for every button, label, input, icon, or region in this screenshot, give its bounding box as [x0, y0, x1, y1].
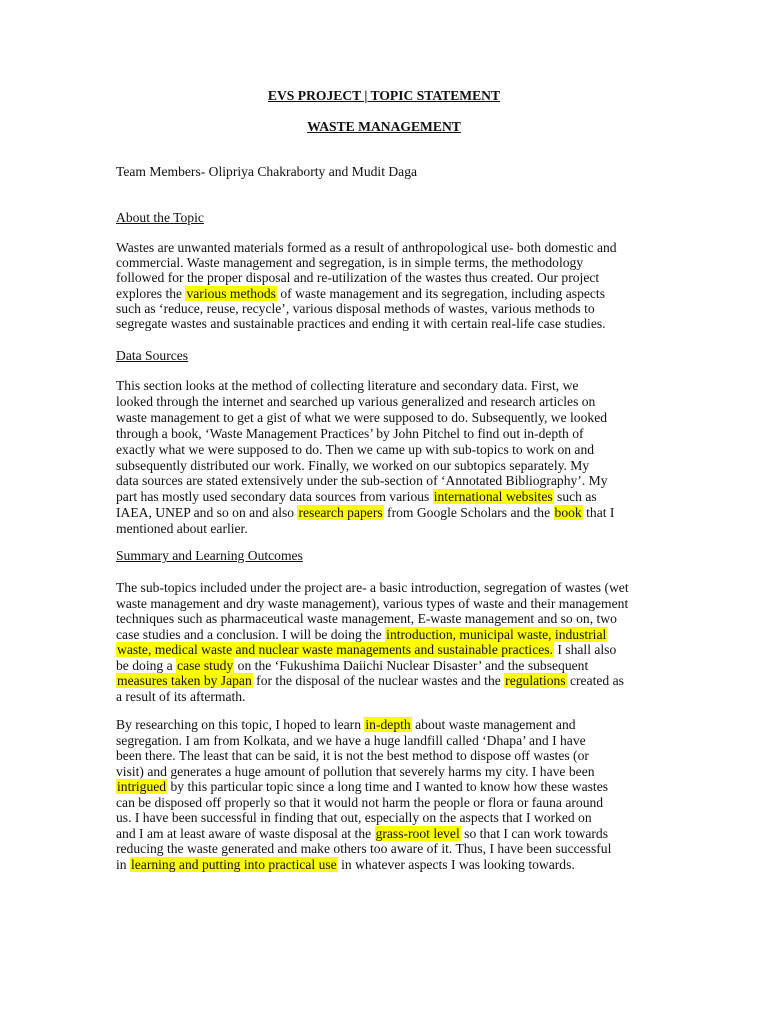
text-line [116, 611, 617, 627]
text-line [116, 764, 595, 780]
text-line [116, 442, 594, 458]
highlighted-text: in-depth [365, 717, 411, 732]
text-run: that I [582, 505, 615, 521]
text-line [116, 717, 576, 733]
text-run: visit) and generates a huge amount of pollution that severely harms my city. I have been [116, 763, 595, 779]
text-run: been there. The least that can be said, it is not the best method to dispose off wastes (or [116, 748, 589, 763]
highlighted-text: grass-root level [375, 825, 460, 841]
text-run: explores the [116, 285, 186, 301]
highlighted-text: various methods [186, 285, 276, 301]
text-run: for the disposal of the nuclear wastes and the [252, 673, 505, 688]
highlighted-text: waste, medical waste and nuclear waste managements and sustainable practices. [117, 642, 553, 657]
text-line [116, 596, 628, 612]
document-subtitle: WASTE MANAGEMENT [307, 119, 461, 134]
text-run: followed for the proper disposal and re-utilization of the wastes thus created. Our project [116, 270, 600, 286]
text-run: exactly what we were supposed to do. Then we came up with sub-topics to work on and [116, 441, 595, 457]
text-run: us. I have been successful in finding that out, especially on the aspects that I worked on [116, 810, 592, 825]
text-line [116, 394, 595, 410]
text-line [116, 410, 607, 426]
text-run: case studies and a conclusion. I will be doing the [116, 626, 386, 642]
team-members: Team Members- Olipriya Chakraborty and Mudit Daga [116, 164, 418, 179]
text-run: a result of its aftermath. [116, 688, 246, 704]
text-line [116, 689, 245, 705]
text-line [116, 316, 606, 332]
text-line [116, 642, 616, 658]
highlighted-text: measures taken by Japan [117, 673, 252, 688]
highlighted-text: international websites [433, 489, 553, 505]
heading-about-topic: About the Topic [116, 210, 204, 225]
text-run: such as [553, 489, 597, 505]
text-line [116, 426, 584, 442]
text-run: such as ‘reduce, reuse, recycle’, various disposal methods of wastes, various methods to [116, 300, 595, 316]
text-line [116, 580, 629, 596]
text-line [116, 810, 592, 826]
text-line [116, 301, 595, 317]
text-line [116, 270, 599, 286]
text-run: of waste management and its segregation, including aspects [276, 285, 605, 301]
text-run: about waste management and [411, 717, 576, 732]
text-run: in [116, 856, 130, 872]
text-line [116, 489, 597, 505]
text-run: The sub-topics included under the project are- a basic introduction, segregation of wastes (wet [116, 580, 629, 595]
text-run: techniques such as pharmaceutical waste management, E-waste management and so on, two [116, 611, 617, 626]
text-run: so that I can work towards [460, 825, 608, 841]
text-run: on the ‘Fukushima Daiichi Nuclear Disaster’ and the subsequent [234, 657, 589, 673]
text-line [116, 286, 605, 302]
text-run: in whatever aspects I was looking towards. [337, 856, 575, 872]
text-run: reducing the waste generated and make others too aware of it. Thus, I have been successful [116, 841, 612, 856]
text-line [116, 627, 607, 643]
text-run: can be disposed off properly so that it would not harm the people or flora or fauna around [116, 794, 604, 810]
text-run: data sources are stated extensively under the sub-section of ‘Annotated Bibliography’. My [116, 473, 608, 489]
text-run: waste management and dry waste management), various types of waste and their management [116, 595, 629, 611]
highlighted-text: regulations [505, 673, 566, 688]
highlighted-text: introduction, municipal waste, industrial [386, 626, 607, 642]
text-line [116, 748, 589, 764]
text-line [116, 505, 614, 521]
text-line [116, 658, 588, 674]
text-run: This section looks at the method of collecting literature and secondary data. First, we [116, 378, 579, 393]
text-line [116, 473, 608, 489]
highlighted-text: learning and putting into practical use [130, 856, 337, 872]
text-run: Wastes are unwanted materials formed as a result of anthropological use- both domestic and [116, 240, 617, 255]
text-line [116, 826, 608, 842]
text-line [116, 795, 603, 811]
text-run: through a book, ‘Waste Management Practices’ by John Pitchel to find out in-depth of [116, 425, 584, 441]
text-line [116, 458, 589, 474]
text-run: By researching on this topic, I hoped to learn [116, 717, 365, 732]
text-line [116, 673, 624, 689]
text-line [116, 240, 617, 256]
highlighted-text: intrigued [117, 779, 167, 794]
text-run: and I am at least aware of waste disposal at the [116, 825, 375, 841]
text-run: part has mostly used secondary data sources from various [116, 489, 433, 505]
text-run: by this particular topic since a long time and I wanted to know how these wastes [167, 779, 609, 794]
text-line [116, 255, 583, 271]
text-run: subsequently distributed our work. Finally, we worked on our subtopics separately. My [116, 457, 590, 473]
text-line [116, 857, 575, 873]
text-run: commercial. Waste management and segregation, is in simple terms, the methodology [116, 255, 584, 271]
text-line [116, 378, 578, 394]
heading-summary: Summary and Learning Outcomes [116, 548, 303, 563]
text-run: looked through the internet and searched up various generalized and research articles on [116, 393, 596, 409]
text-line [116, 841, 611, 857]
document-title: EVS PROJECT | TOPIC STATEMENT [267, 88, 501, 103]
text-line [116, 733, 586, 749]
text-line [116, 779, 608, 795]
text-run: segregate wastes and sustainable practices and ending it with certain real-life case studies. [116, 316, 606, 331]
text-run: be doing a [116, 657, 177, 673]
heading-data-sources: Data Sources [116, 348, 189, 363]
text-run: mentioned about earlier. [116, 521, 248, 537]
text-run: from Google Scholars and the [383, 505, 554, 521]
highlighted-text: case study [177, 657, 234, 673]
text-run: IAEA, UNEP and so on and also [116, 505, 298, 521]
text-run: segregation. I am from Kolkata, and we have a huge landfill called ‘Dhapa’ and I have [116, 732, 586, 748]
highlighted-text: book [554, 505, 582, 521]
text-run: waste management to get a gist of what we were supposed to do. Subsequently, we looked [116, 409, 608, 425]
highlighted-text: research papers [298, 505, 383, 521]
text-run: I shall also [553, 642, 617, 657]
text-line [116, 521, 248, 537]
text-run: created as [566, 673, 624, 688]
